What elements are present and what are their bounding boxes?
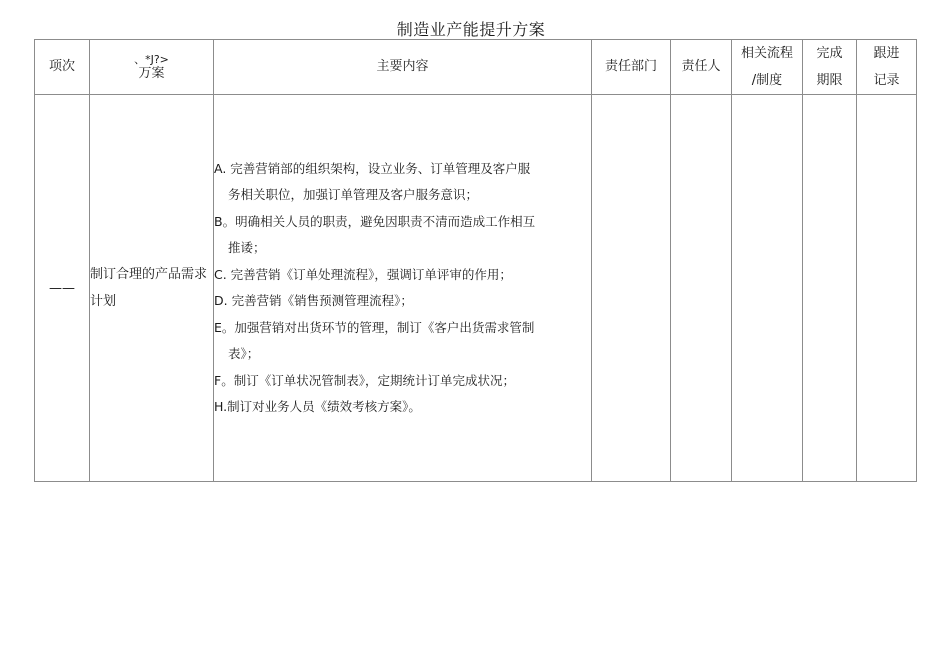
content-line: 务相关职位，加强订单管理及客户服务意识； xyxy=(228,187,479,202)
content-line: F。制订《订单状况管制表》，定期统计订单完成状况； xyxy=(214,372,515,388)
row-content xyxy=(214,95,592,482)
header-process-line2: /制度 xyxy=(751,73,783,88)
header-process xyxy=(732,40,803,95)
plan-table xyxy=(34,39,917,482)
header-followup-line1: 跟进 xyxy=(873,46,900,61)
content-line: 推诿； xyxy=(228,240,266,255)
header-process-line1: 相关流程 xyxy=(740,46,793,61)
header-dept: 责任部门 xyxy=(592,40,671,95)
table-row xyxy=(35,95,917,482)
content-line: 表》； xyxy=(228,346,260,361)
header-scheme-bottom: 万案 xyxy=(138,65,165,81)
content-line: B。明确相关人员的职责，避免因职责不清而造成工作相互 xyxy=(214,213,536,229)
content-line: H.制订对业务人员《绩效考核方案》。 xyxy=(214,399,421,414)
row-dept xyxy=(592,95,671,482)
header-followup-line2: 记录 xyxy=(873,73,900,88)
row-scheme: 制订合理的产品需求计划 xyxy=(90,95,214,482)
header-deadline xyxy=(803,40,857,95)
header-scheme-top: 、*J?> xyxy=(134,52,169,66)
row-followup xyxy=(857,95,917,482)
row-person xyxy=(671,95,732,482)
content-line: A. 完善营销部的组织架构，设立业务、订单管理及客户服 xyxy=(214,160,531,176)
row-process xyxy=(732,95,803,482)
header-followup xyxy=(857,40,917,95)
header-index: 项次 xyxy=(35,40,90,95)
header-scheme xyxy=(90,40,214,95)
document-title: 制造业产能提升方案 xyxy=(396,20,546,39)
header-content: 主要内容 xyxy=(214,40,592,95)
content-line: C. 完善营销《订单处理流程》，强调订单评审的作用； xyxy=(214,266,512,282)
header-deadline-line2: 期限 xyxy=(816,73,843,88)
row-index: —— xyxy=(35,95,90,482)
header-row xyxy=(35,40,917,95)
header-person: 责任人 xyxy=(671,40,732,95)
content-line: D. 完善营销《销售预测管理流程》； xyxy=(214,293,413,308)
header-deadline-line1: 完成 xyxy=(816,46,843,61)
content-line: E。加强营销对出货环节的管理，制订《客户出货需求管制 xyxy=(214,319,535,335)
row-deadline xyxy=(803,95,857,482)
